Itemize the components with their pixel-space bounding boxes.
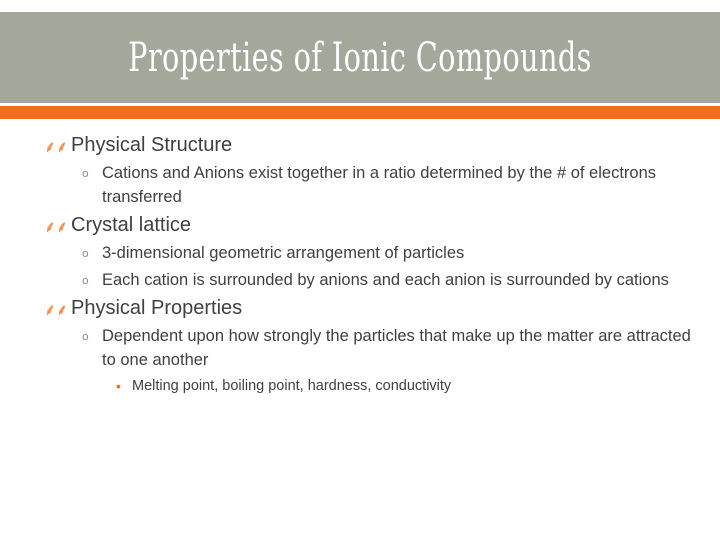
hollow-circle-bullet-icon: o [82, 274, 89, 287]
sub-bullet-surrounded [82, 268, 694, 292]
sub-bullet-text: Each cation is surrounded by anions and each anion is surrounded by cations [102, 271, 669, 289]
sub-bullet-dependent [82, 324, 694, 372]
scroll-bullet-icon: ⸙⸙ [44, 217, 69, 236]
hollow-circle-bullet-icon: o [82, 247, 89, 260]
bullet-physical-structure [44, 132, 694, 159]
hollow-circle-bullet-icon: o [82, 330, 89, 343]
dot-bullet-icon: • [116, 378, 121, 394]
scroll-bullet-icon: ⸙⸙ [44, 300, 69, 319]
sub-bullet-text: 3-dimensional geometric arrangement of particles [102, 244, 465, 262]
sub-bullet-text: Dependent upon how strongly the particles that make up the matter are attracted to one another [102, 327, 691, 369]
hollow-circle-bullet-icon: o [82, 167, 89, 180]
sub-sub-bullet-properties-list [116, 375, 694, 397]
scroll-bullet-icon: ⸙⸙ [44, 137, 69, 156]
accent-bar [0, 106, 720, 119]
sub-bullet-cations-anions [82, 161, 694, 209]
slide-title: Properties of Ionic Compounds [128, 34, 592, 81]
bullet-text: Physical Structure [71, 134, 233, 156]
sub-bullet-text: Cations and Anions exist together in a ratio determined by the # of electrons transferred [102, 164, 656, 206]
title-band [0, 12, 720, 103]
bullet-text: Crystal lattice [71, 214, 192, 236]
top-margin-strip [0, 0, 720, 12]
bullet-physical-properties [44, 295, 694, 322]
sub-bullet-3d-arrangement [82, 241, 694, 265]
slide-content [44, 132, 694, 399]
bullet-text: Physical Properties [71, 297, 243, 319]
sub-sub-bullet-text: Melting point, boiling point, hardness, conductivity [132, 378, 452, 394]
bullet-crystal-lattice [44, 212, 694, 239]
